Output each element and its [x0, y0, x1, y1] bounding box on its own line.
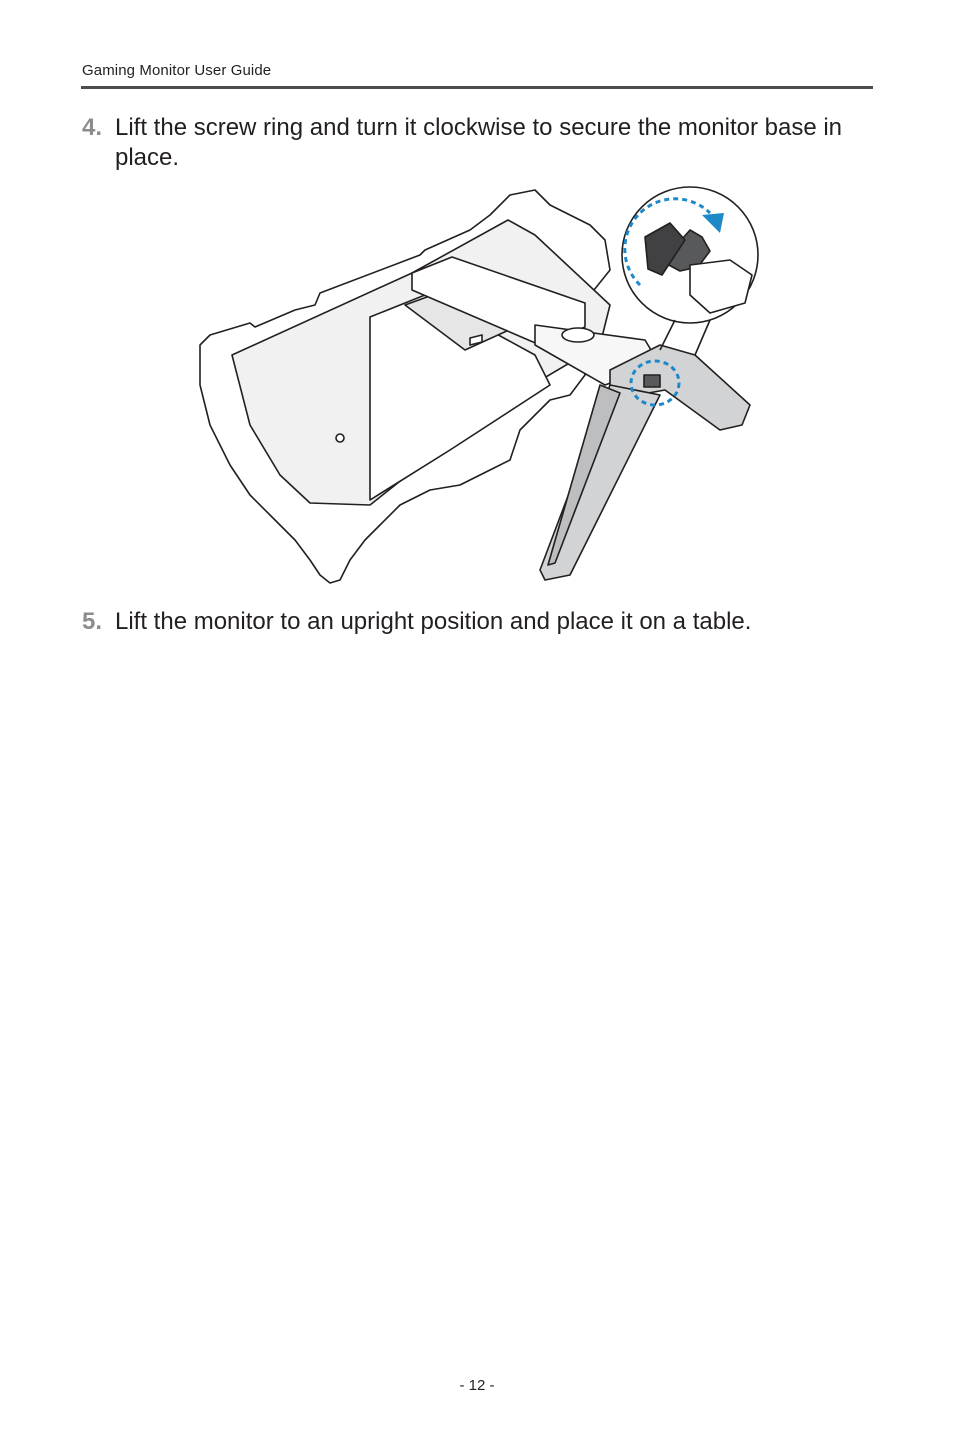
step-text: Lift the screw ring and turn it clockwise to secure the monitor base in place.: [115, 114, 843, 171]
step-number: 5.: [82, 608, 103, 635]
monitor-base-assembly-illustration: [190, 185, 765, 590]
monitor-base-illustration: [190, 185, 765, 590]
header-divider: [81, 86, 873, 89]
running-header: Gaming Monitor User Guide: [82, 62, 272, 79]
page-number: - 12 -: [459, 1377, 495, 1394]
step-text: Lift the monitor to an upright position and place it on a table.: [115, 608, 752, 635]
step-number: 4.: [82, 114, 103, 141]
